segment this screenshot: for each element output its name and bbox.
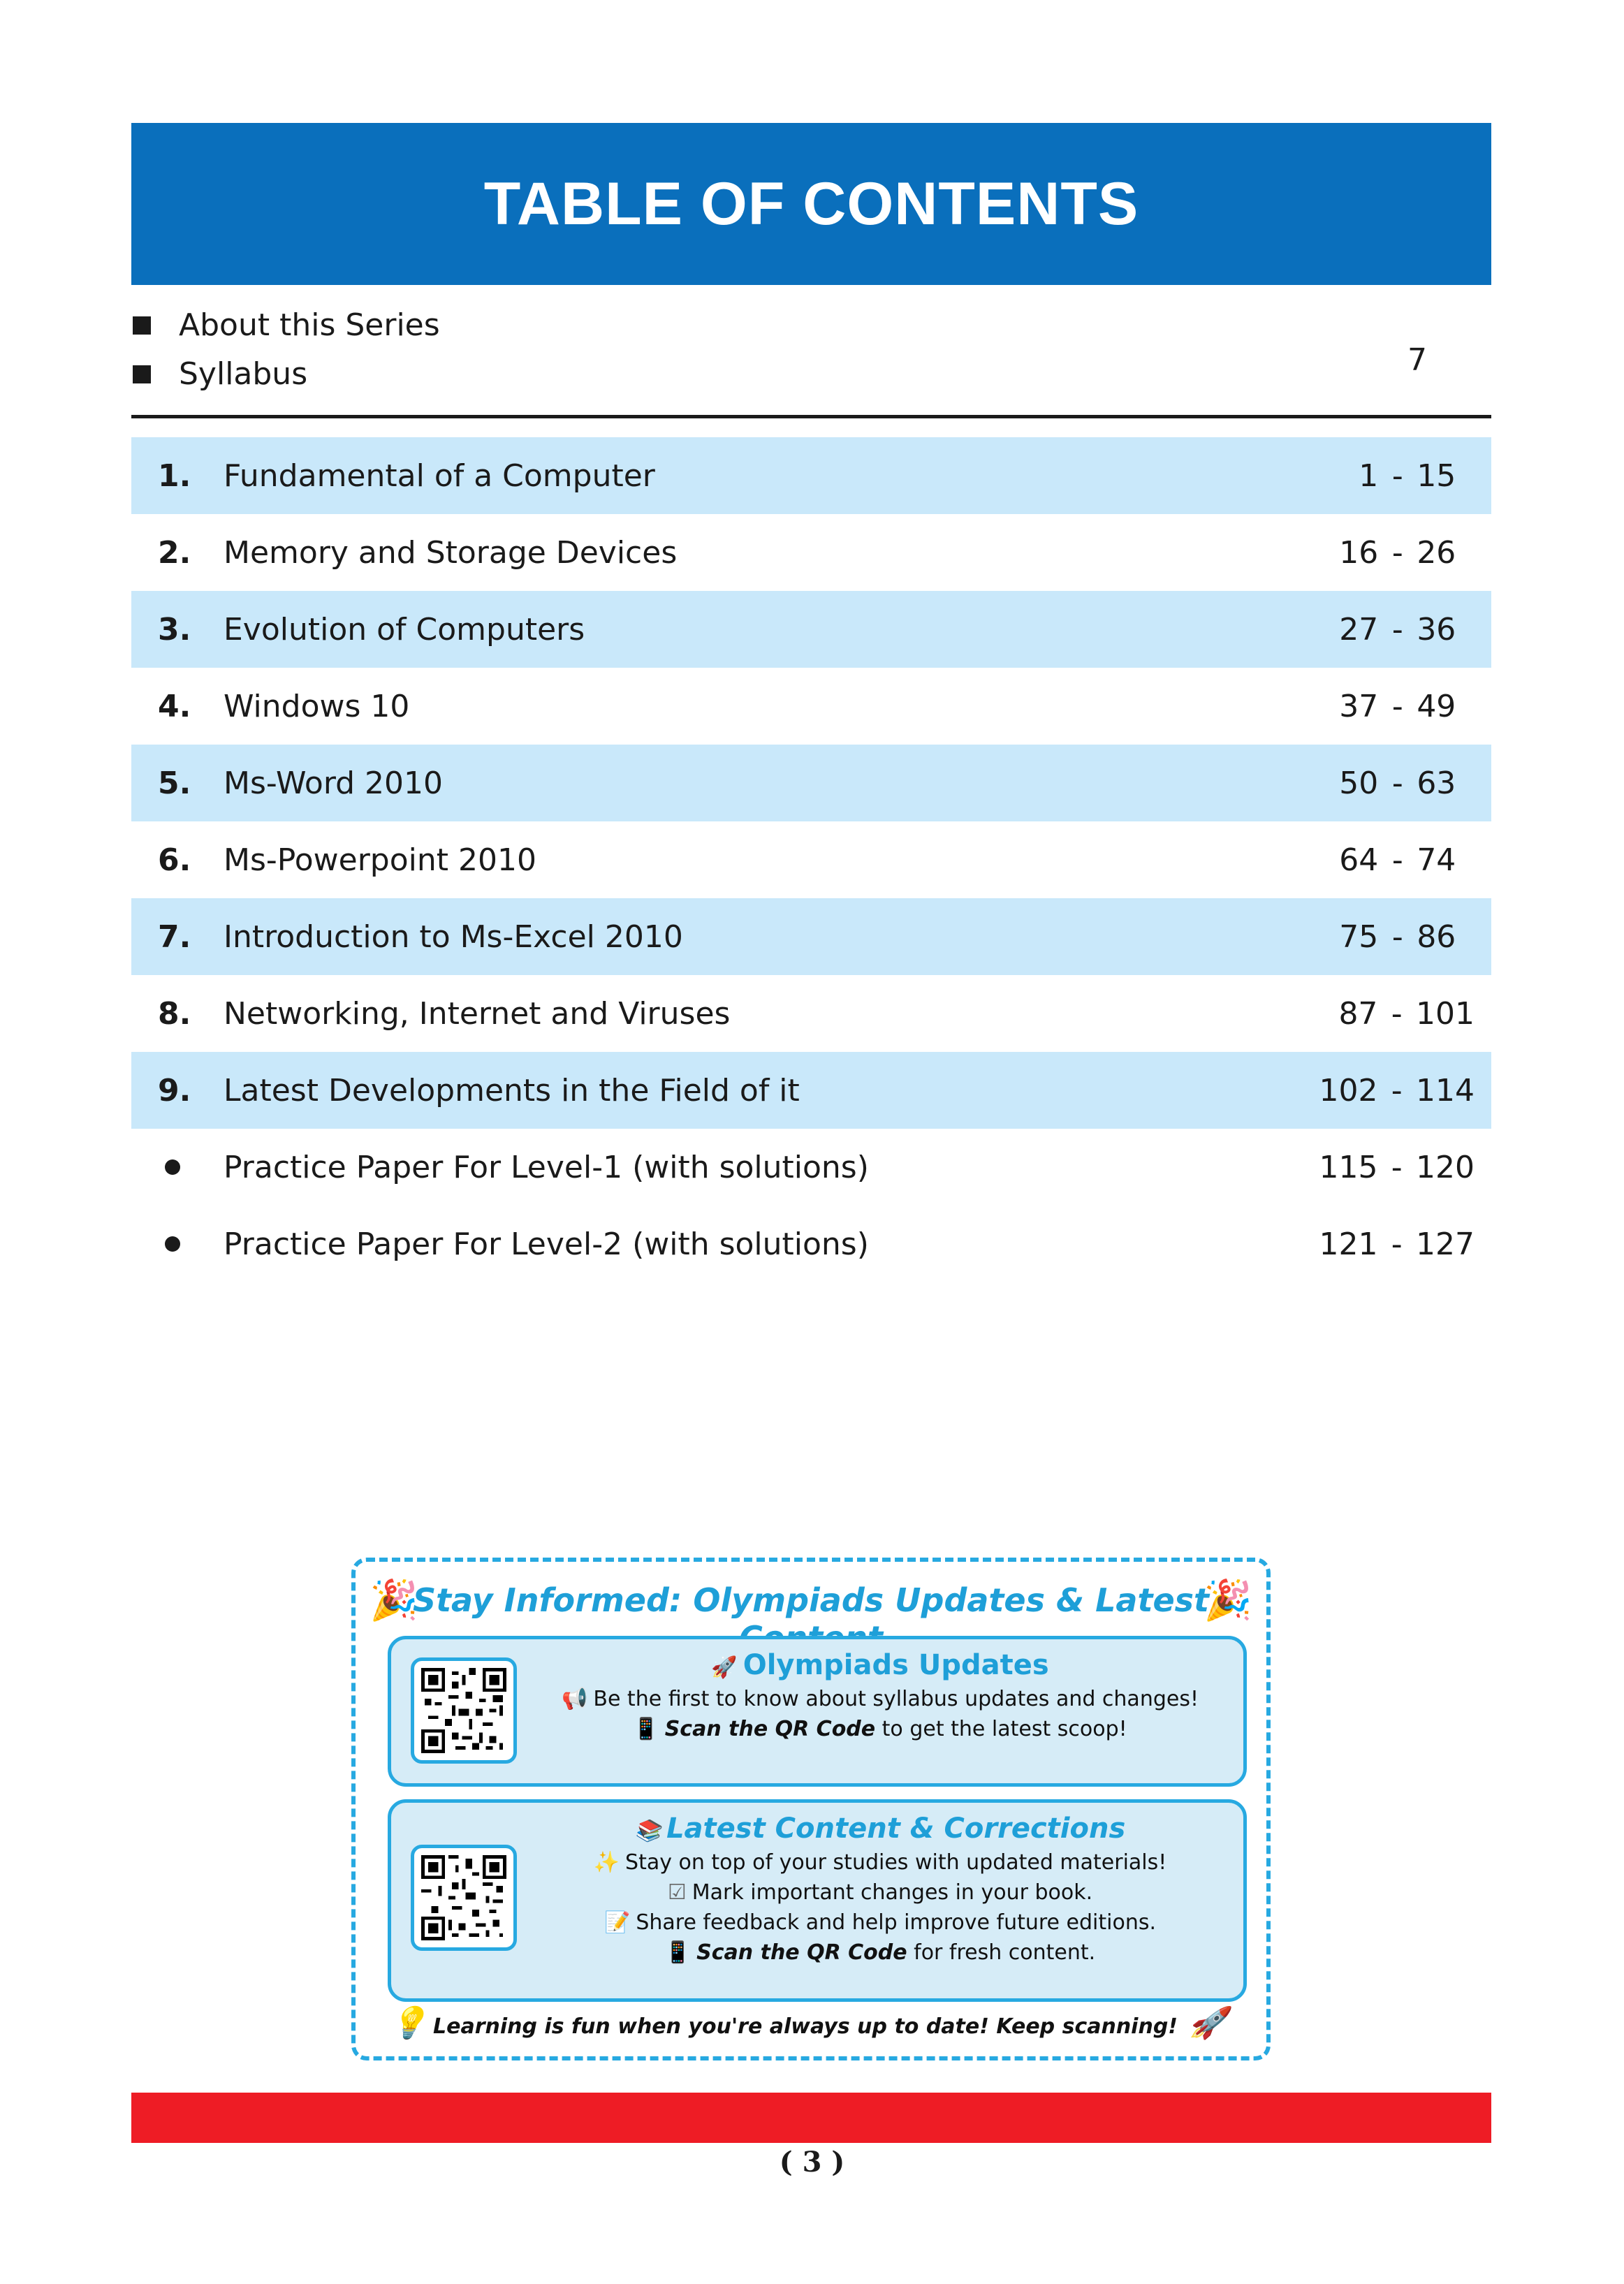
page-range [1310,1073,1491,1108]
page-end: 36 [1417,611,1456,647]
title-banner [131,123,1491,285]
page-start: 50 [1339,765,1379,801]
chapter-number: 7. [158,918,191,955]
party-popper-icon: 🎉 [1204,1578,1252,1623]
phone-icon: 📱 [664,1940,692,1965]
range-dash: - [1391,1149,1403,1185]
page-start: 121 [1319,1226,1378,1262]
toc-row[interactable] [131,668,1491,745]
front-matter-item[interactable] [131,356,307,392]
chapter-title: Ms-Word 2010 [224,765,444,801]
page-end: 120 [1416,1149,1475,1185]
chapter-number: 9. [158,1072,191,1108]
practice-title: Practice Paper For Level-2 (with solutions) [224,1226,869,1262]
square-bullet-icon [133,316,151,335]
page-end: 49 [1417,688,1456,724]
card-body [531,1803,1229,1965]
party-popper-icon: 🎉 [370,1578,418,1623]
page-start: 102 [1319,1072,1378,1108]
card-text: 📢 Be the first to know about syllabus updates and changes! [562,1687,1199,1711]
range-dash: - [1391,457,1403,494]
page-start: 16 [1339,534,1379,571]
phone-icon: 📱 [633,1717,659,1741]
card-text: ☑ Mark important changes in your book. [667,1880,1093,1905]
chapter-number: 6. [158,842,191,878]
chapter-number: 4. [158,688,191,724]
qr-code-icon[interactable] [411,1845,517,1951]
toc-row[interactable] [131,975,1491,1052]
card-text: ✨ Stay on top of your studies with updated materials! [593,1850,1167,1875]
chapter-number: 5. [158,765,191,801]
page-number: ( 3 ) [779,2146,845,2179]
page-range [1310,689,1491,724]
olympiads-updates-card [388,1636,1247,1787]
page-end: 101 [1416,995,1475,1032]
chapter-title: Memory and Storage Devices [224,534,678,571]
footer-bar [131,2093,1491,2143]
page-range [1310,766,1491,801]
toc-row[interactable] [131,514,1491,591]
chapter-title: Evolution of Computers [224,611,585,647]
toc-row[interactable] [131,1206,1491,1282]
front-matter-page: 7 [1407,342,1427,378]
page-start: 37 [1339,688,1379,724]
page-end: 86 [1417,918,1456,955]
page-range [1310,842,1491,878]
toc-row[interactable] [131,437,1491,514]
page-range [1310,612,1491,647]
chapter-number: 3. [158,611,191,647]
toc-row[interactable] [131,745,1491,821]
rocket-icon: 🚀 [1188,2005,1227,2041]
card-title: 📚 Latest Content & Corrections [634,1813,1126,1845]
chapter-number: 2. [158,534,191,571]
page-end: 114 [1416,1072,1475,1108]
page-end: 26 [1417,534,1456,571]
toc-row[interactable] [131,1129,1491,1206]
page-start: 27 [1339,611,1379,647]
front-matter-label: Syllabus [179,356,308,392]
divider [131,415,1491,418]
range-dash: - [1391,611,1403,647]
lightbulb-icon: 💡 [389,2005,428,2041]
chapter-title: Latest Developments in the Field of it [224,1072,800,1108]
sparkles-icon: ✨ [593,1850,620,1875]
square-bullet-icon [133,365,151,383]
round-bullet-icon [131,1159,224,1175]
megaphone-icon: 📢 [562,1687,588,1711]
chapter-title: Networking, Internet and Viruses [224,995,731,1032]
practice-title: Practice Paper For Level-1 (with solutions) [224,1149,869,1185]
front-matter [131,307,1491,405]
page-range [1310,996,1491,1032]
toc-list [131,437,1491,1282]
updates-promo-box [351,1558,1271,2060]
card-text: 📱 Scan the QR Code for fresh content. [664,1940,1096,1965]
qr-code-icon[interactable] [411,1657,517,1764]
range-dash: - [1391,842,1403,878]
rocket-icon: 🚀 [711,1655,738,1680]
toc-row[interactable] [131,821,1491,898]
chapter-title: Windows 10 [224,688,410,724]
range-dash: - [1391,1072,1403,1108]
front-matter-item[interactable] [131,307,440,343]
range-dash: - [1391,918,1403,955]
promo-heading: Stay Informed: Olympiads Updates & Latest [412,1581,1210,1619]
chapter-title: Ms-Powerpoint 2010 [224,842,536,878]
page-range [1310,535,1491,571]
front-matter-label: About this Series [179,307,440,343]
page-title: TABLE OF CONTENTS [483,170,1139,237]
checkbox-icon: ☑ [667,1880,687,1905]
chapter-title: Fundamental of a Computer [224,457,655,494]
page-range [1310,919,1491,955]
page-end: 74 [1417,842,1456,878]
toc-row[interactable] [131,898,1491,975]
toc-row[interactable] [131,591,1491,668]
card-text: 📱 Scan the QR Code to get the latest scoop! [633,1717,1127,1741]
chapter-number: 1. [158,457,191,494]
range-dash: - [1391,688,1403,724]
memo-icon: 📝 [603,1910,631,1935]
page-range [1310,458,1491,494]
range-dash: - [1391,534,1403,571]
range-dash: - [1391,1226,1403,1262]
card-title: 🚀 Olympiads Updates [711,1649,1049,1681]
books-icon: 📚 [634,1819,661,1843]
page-range [1310,1227,1491,1262]
toc-row[interactable] [131,1052,1491,1129]
range-dash: - [1391,995,1403,1032]
latest-content-card [388,1799,1247,2002]
page-end: 63 [1417,765,1456,801]
card-text: 📝 Share feedback and help improve future editions. [603,1910,1157,1935]
page-start: 87 [1338,995,1378,1032]
page-start: 1 [1359,457,1379,494]
page-end: 15 [1417,457,1456,494]
chapter-title: Introduction to Ms-Excel 2010 [224,918,683,955]
range-dash: - [1391,765,1403,801]
page-end: 127 [1416,1226,1475,1262]
page-start: 115 [1319,1149,1378,1185]
card-body [531,1639,1229,1741]
page-start: 64 [1339,842,1379,878]
page-range [1310,1150,1491,1185]
chapter-number: 8. [158,995,191,1032]
page-start: 75 [1339,918,1379,955]
promo-footer: 💡 Learning is fun when you're always up to date! Keep scanning! 🚀 [389,2005,1227,2041]
round-bullet-icon [131,1236,224,1252]
